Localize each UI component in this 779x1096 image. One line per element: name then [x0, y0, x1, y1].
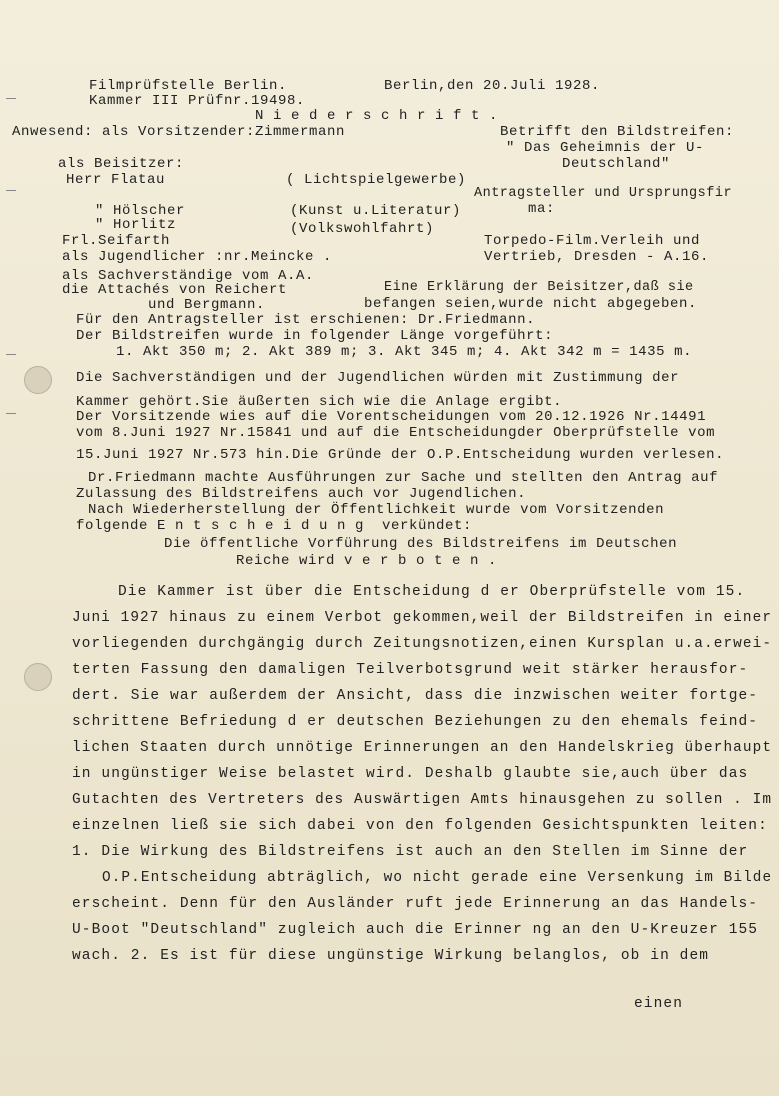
- reasoning-line: erscheint. Denn für den Ausländer ruft jede Erinnerung an das Handels-: [72, 896, 759, 912]
- document-date: Berlin,den 20.Juli 1928.: [384, 78, 601, 94]
- reasoning-line: einzelnen ließ sie sich dabei von den folgenden Gesichtspunkten leiten:: [72, 818, 768, 834]
- assessor-line: " Horlitz: [95, 217, 177, 233]
- decision-text: Die öffentliche Vorführung des Bildstreifens im Deutschen: [164, 536, 678, 552]
- punch-hole: [24, 663, 52, 691]
- decision-text: Reiche wird v e r b o t e n .: [236, 553, 498, 569]
- reasoning-line: lichen Staaten durch unnötige Erinnerungen an den Handelskrieg überhaupt: [72, 740, 773, 756]
- experts-line: und Bergmann.: [148, 297, 266, 313]
- applicant-label: ma:: [528, 201, 556, 217]
- experts-line: die Attachés von Reichert: [62, 282, 288, 298]
- continuation-word: einen: [634, 996, 684, 1012]
- proceeding-line: Kammer gehört.Sie äußerten sich wie die Anlage ergibt.: [76, 394, 563, 410]
- reasoning-line: vorliegenden durchgängig durch Zeitungsnotizen,einen Kursplan u.a.erwei-: [72, 636, 773, 652]
- present-chair: Anwesend: als Vorsitzender:Zimmermann: [12, 124, 346, 140]
- assessor-category: (Kunst u.Literatur): [290, 203, 462, 219]
- chamber-number: Kammer III Prüfnr.19498.: [89, 93, 306, 109]
- margin-mark: [6, 190, 16, 191]
- reasoning-line: dert. Sie war außerdem der Ansicht, dass die inzwischen weiter fortge-: [72, 688, 759, 704]
- subject-title: Deutschland": [562, 156, 671, 172]
- reasoning-line: U-Boot "Deutschland" zugleich auch die Erinner ng an den U-Kreuzer 155: [72, 922, 759, 938]
- assessor-line: Frl.Seifarth: [62, 233, 171, 249]
- proceeding-line: Der Vorsitzende wies auf die Vorentscheidungen vom 20.12.1926 Nr.14491: [76, 409, 707, 425]
- proceeding-line: 15.Juni 1927 Nr.573 hin.Die Gründe der O.P.Entscheidung wurden verlesen.: [76, 447, 725, 463]
- reasoning-line: schrittene Befriedung d er deutschen Beziehungen zu den ehemals feind-: [72, 714, 759, 730]
- reasoning-line: Die Kammer ist über die Entscheidung d er Oberprüfstelle vom 15.: [118, 584, 746, 600]
- reasoning-line: 1. Die Wirkung des Bildstreifens ist auch an den Stellen im Sinne der: [72, 844, 749, 860]
- reasoning-line: wach. 2. Es ist für diese ungünstige Wirkung belanglos, ob in dem: [72, 948, 710, 964]
- reasoning-line: O.P.Entscheidung abträglich, wo nicht gerade eine Versenkung im Bilde: [102, 870, 773, 886]
- subject-label: Betrifft den Bildstreifen:: [500, 124, 735, 140]
- reasoning-line: in ungünstiger Weise belastet wird. Deshalb glaubte sie,auch über das: [72, 766, 749, 782]
- reel-lengths: 1. Akt 350 m; 2. Akt 389 m; 3. Akt 345 m; 4. Akt 342 m = 1435 m.: [116, 344, 693, 360]
- punch-hole: [24, 366, 52, 394]
- applicant-label: Antragsteller und Ursprungsfir: [474, 186, 733, 201]
- proceeding-line: vom 8.Juni 1927 Nr.15841 und auf die Entscheidungder Oberprüfstelle vom: [76, 425, 716, 441]
- reasoning-line: Gutachten des Vertreters des Auswärtigen Amts hinausgehen zu sollen . Im: [72, 792, 773, 808]
- bias-statement: befangen seien,wurde nicht abgegeben.: [364, 296, 698, 312]
- margin-mark: [6, 413, 16, 414]
- reasoning-line: Juni 1927 hinaus zu einem Verbot gekommen,weil der Bildstreifen in einer: [72, 610, 773, 626]
- margin-mark: [6, 354, 16, 355]
- proceeding-line: Dr.Friedmann machte Ausführungen zur Sache und stellten den Antrag auf: [88, 470, 719, 486]
- experts-line: als Sachverständige vom A.A.: [62, 268, 315, 284]
- proceeding-line: Nach Wiederherstellung der Öffentlichkeit wurde vom Vorsitzenden: [88, 502, 665, 518]
- proceeding-line: Für den Antragsteller ist erschienen: Dr.Friedmann.: [76, 312, 536, 328]
- assessor-line: Herr Flatau: [66, 172, 166, 188]
- proceeding-line: Zulassung des Bildstreifens auch vor Jugendlichen.: [76, 486, 527, 502]
- reasoning-line: terten Fassung den damaligen Teilverbotsgrund weit stärker herausfor-: [72, 662, 749, 678]
- proceeding-line: Die Sachverständigen und der Jugendlichen würden mit Zustimmung der: [76, 370, 680, 386]
- subject-title: " Das Geheimnis der U-: [506, 140, 705, 156]
- office-name: Filmprüfstelle Berlin.: [89, 78, 288, 94]
- assessor-category: (Volkswohlfahrt): [290, 221, 435, 237]
- margin-mark: [6, 98, 16, 99]
- applicant-address: Vertrieb, Dresden - A.16.: [484, 249, 710, 265]
- bias-statement: Eine Erklärung der Beisitzer,daß sie: [384, 280, 694, 295]
- proceeding-line: Der Bildstreifen wurde in folgender Länge vorgeführt:: [76, 328, 554, 344]
- document-title: N i e d e r s c h r i f t .: [255, 108, 499, 124]
- decision-heading: folgende E n t s c h e i d u n g verkündet:: [76, 518, 473, 534]
- applicant-name: Torpedo-Film.Verleih und: [484, 233, 701, 249]
- assessors-label: als Beisitzer:: [58, 156, 185, 172]
- assessor-category: ( Lichtspielgewerbe): [286, 172, 467, 188]
- assessor-line: " Hölscher: [95, 203, 186, 219]
- youth-representative: als Jugendlicher :nr.Meincke .: [62, 249, 333, 265]
